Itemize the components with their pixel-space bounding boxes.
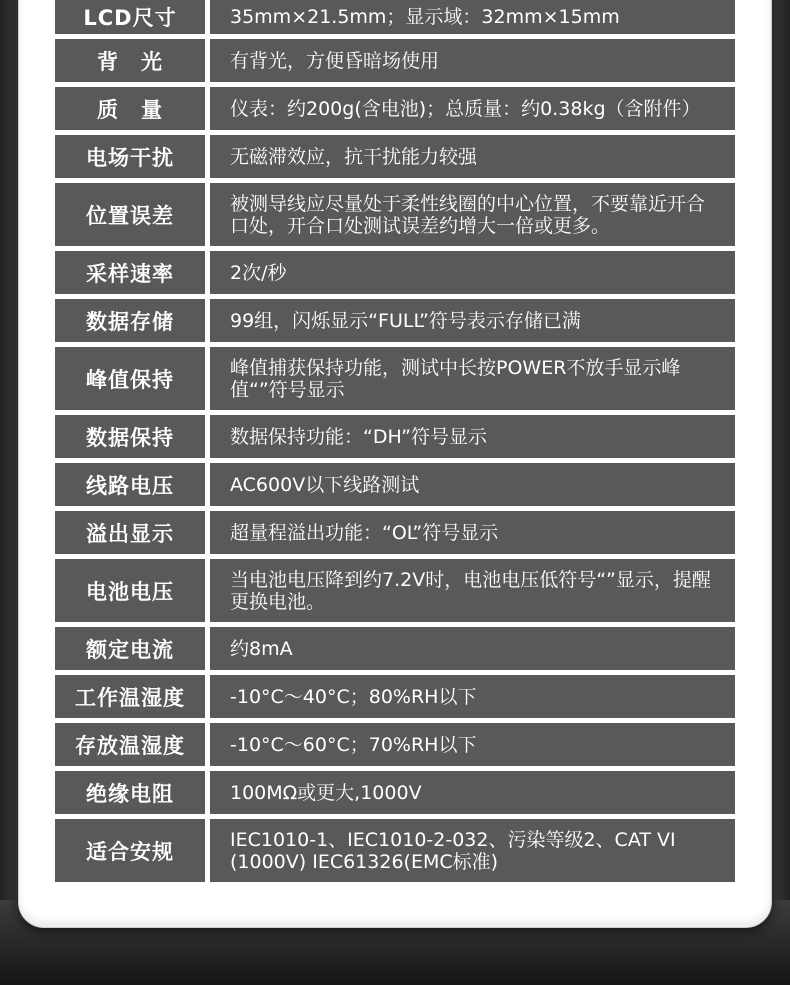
- spec-value: IEC1010-1、IEC1010-2-032、污染等级2、CAT VI (1000V) IEC61326(EMC标准): [210, 819, 735, 882]
- spec-value: -10°C～60°C；70%RH以下: [210, 723, 735, 766]
- spec-row-weight: [55, 87, 735, 130]
- spec-value: 超量程溢出功能：“OL”符号显示: [210, 511, 735, 554]
- spec-value: 35mm×21.5mm；显示域：32mm×15mm: [210, 0, 735, 34]
- spec-value: AC600V以下线路测试: [210, 463, 735, 506]
- spec-value: 当电池电压降到约7.2V时，电池电压低符号“”显示，提醒更换电池。: [210, 559, 735, 622]
- spec-key: LCD尺寸: [55, 0, 205, 34]
- spec-row-operating-temp: [55, 675, 735, 718]
- spec-row-line-voltage: [55, 463, 735, 506]
- spec-value: 99组，闪烁显示“FULL”符号表示存储已满: [210, 299, 735, 342]
- spec-value: 峰值捕获保持功能，测试中长按POWER不放手显示峰值“”符号显示: [210, 347, 735, 410]
- spec-key: 适合安规: [55, 819, 205, 882]
- spec-key: 电池电压: [55, 559, 205, 622]
- spec-key: 溢出显示: [55, 511, 205, 554]
- spec-value: 2次/秒: [210, 251, 735, 294]
- spec-row-peak-hold: [55, 347, 735, 410]
- spec-key: 工作温湿度: [55, 675, 205, 718]
- spec-key: 数据保持: [55, 415, 205, 458]
- spec-key: 位置误差: [55, 183, 205, 246]
- spec-row-data-storage: [55, 299, 735, 342]
- spec-value: 有背光，方便昏暗场使用: [210, 39, 735, 82]
- spec-key: 质 量: [55, 87, 205, 130]
- spec-value: -10°C～40°C；80%RH以下: [210, 675, 735, 718]
- spec-key: 采样速率: [55, 251, 205, 294]
- spec-value: 被测导线应尽量处于柔性线圈的中心位置，不要靠近开合口处，开合口处测试误差约增大一倍或更多。: [210, 183, 735, 246]
- spec-row-lcd-size: [55, 0, 735, 34]
- spec-key: 线路电压: [55, 463, 205, 506]
- spec-row-overflow: [55, 511, 735, 554]
- spec-row-battery-voltage: [55, 559, 735, 622]
- spec-value: 数据保持功能：“DH”符号显示: [210, 415, 735, 458]
- spec-row-backlight: [55, 39, 735, 82]
- spec-row-safety-standards: [55, 819, 735, 882]
- spec-value: 仪表：约200g(含电池)；总质量：约0.38kg（含附件）: [210, 87, 735, 130]
- spec-key: 电场干扰: [55, 135, 205, 178]
- spec-key: 绝缘电阻: [55, 771, 205, 814]
- spec-value: 无磁滞效应，抗干扰能力较强: [210, 135, 735, 178]
- spec-key: 数据存储: [55, 299, 205, 342]
- spec-value: 100MΩ或更大,1000V: [210, 771, 735, 814]
- spec-value: 约8mA: [210, 627, 735, 670]
- spec-row-storage-temp: [55, 723, 735, 766]
- spec-key: 峰值保持: [55, 347, 205, 410]
- spec-key: 额定电流: [55, 627, 205, 670]
- spec-table: [55, 0, 735, 887]
- spec-row-sampling-rate: [55, 251, 735, 294]
- spec-key: 背 光: [55, 39, 205, 82]
- spec-row-field-interference: [55, 135, 735, 178]
- spec-row-rated-current: [55, 627, 735, 670]
- spec-row-data-hold: [55, 415, 735, 458]
- spec-row-position-error: [55, 183, 735, 246]
- spec-key: 存放温湿度: [55, 723, 205, 766]
- spec-row-insulation: [55, 771, 735, 814]
